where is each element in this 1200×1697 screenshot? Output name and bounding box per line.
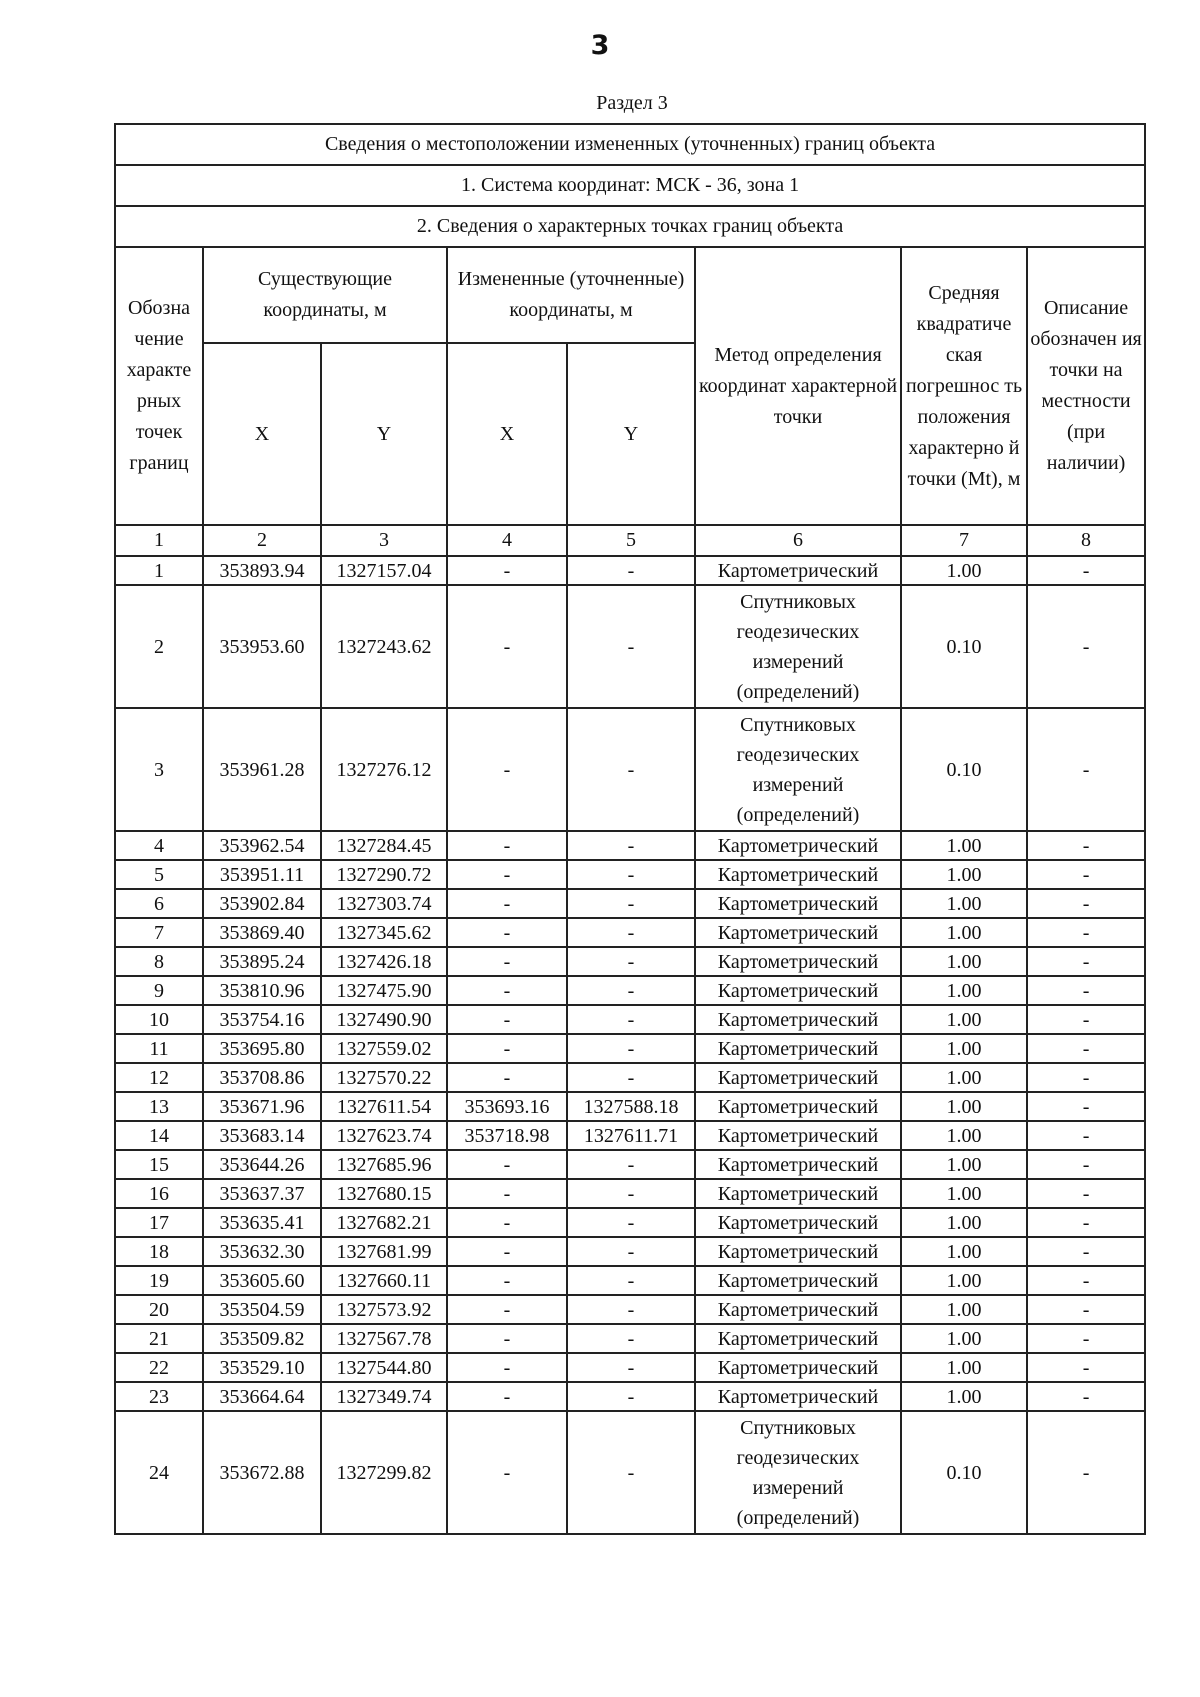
mean-error-cell: 1.00: [901, 1353, 1027, 1382]
method-cell: Картометрический: [695, 1266, 901, 1295]
mean-error-cell: 1.00: [901, 1295, 1027, 1324]
method-cell: Картометрический: [695, 1063, 901, 1092]
column-number: 7: [901, 525, 1027, 556]
existing-x-cell: 353961.28: [203, 708, 321, 831]
method-cell: Картометрический: [695, 1005, 901, 1034]
mean-error-cell: 1.00: [901, 1237, 1027, 1266]
method-cell: Картометрический: [695, 1208, 901, 1237]
table-row: [115, 918, 1145, 947]
changed-y-cell: -: [567, 1295, 695, 1324]
changed-y-cell: -: [567, 1150, 695, 1179]
description-cell: -: [1027, 1063, 1145, 1092]
changed-y-cell: -: [567, 1034, 695, 1063]
method-cell: Картометрический: [695, 556, 901, 585]
point-number-cell: 14: [115, 1121, 203, 1150]
existing-x-cell: 353529.10: [203, 1353, 321, 1382]
existing-y-cell: 1327157.04: [321, 556, 447, 585]
method-cell: Картометрический: [695, 947, 901, 976]
mean-error-cell: 1.00: [901, 918, 1027, 947]
existing-x-cell: 353962.54: [203, 831, 321, 860]
point-number-cell: 10: [115, 1005, 203, 1034]
existing-y-cell: 1327290.72: [321, 860, 447, 889]
existing-y-cell: 1327559.02: [321, 1034, 447, 1063]
mean-error-cell: 1.00: [901, 831, 1027, 860]
mean-error-cell: 1.00: [901, 1034, 1027, 1063]
existing-y-cell: 1327685.96: [321, 1150, 447, 1179]
method-cell: Картометрический: [695, 1121, 901, 1150]
changed-y-cell: -: [567, 1266, 695, 1295]
method-cell: Картометрический: [695, 1324, 901, 1353]
existing-x-cell: 353672.88: [203, 1411, 321, 1534]
mean-error-cell: 1.00: [901, 947, 1027, 976]
changed-y-cell: 1327588.18: [567, 1092, 695, 1121]
existing-y-cell: 1327284.45: [321, 831, 447, 860]
column-number: 5: [567, 525, 695, 556]
existing-y-cell: 1327567.78: [321, 1324, 447, 1353]
column-number: 1: [115, 525, 203, 556]
changed-y-cell: -: [567, 1005, 695, 1034]
method-cell: Картометрический: [695, 860, 901, 889]
points-header: 2. Сведения о характерных точках границ объекта: [115, 206, 1145, 247]
existing-y-cell: 1327660.11: [321, 1266, 447, 1295]
point-number-cell: 12: [115, 1063, 203, 1092]
changed-y-cell: -: [567, 708, 695, 831]
col-existing-x: X: [203, 343, 321, 525]
changed-y-cell: -: [567, 889, 695, 918]
point-number-cell: 20: [115, 1295, 203, 1324]
description-cell: -: [1027, 1092, 1145, 1121]
point-number-cell: 1: [115, 556, 203, 585]
table-row: [115, 831, 1145, 860]
existing-x-cell: 353644.26: [203, 1150, 321, 1179]
changed-x-cell: -: [447, 947, 567, 976]
table-row: [115, 1295, 1145, 1324]
existing-x-cell: 353869.40: [203, 918, 321, 947]
point-number-cell: 19: [115, 1266, 203, 1295]
table-row: [115, 1121, 1145, 1150]
existing-y-cell: 1327611.54: [321, 1092, 447, 1121]
point-number-cell: 9: [115, 976, 203, 1005]
boundary-points-table: [114, 123, 1146, 1535]
existing-x-cell: 353893.94: [203, 556, 321, 585]
existing-x-cell: 353754.16: [203, 1005, 321, 1034]
method-cell: Картометрический: [695, 1353, 901, 1382]
changed-x-cell: -: [447, 889, 567, 918]
description-cell: -: [1027, 918, 1145, 947]
method-cell: Картометрический: [695, 1092, 901, 1121]
col-error-header: Средняя квадратиче ская погрешнос ть положения характерно й точки (Mt), м: [901, 247, 1027, 525]
table-row: [115, 1266, 1145, 1295]
description-cell: -: [1027, 1034, 1145, 1063]
existing-y-cell: 1327243.62: [321, 585, 447, 708]
description-cell: -: [1027, 1150, 1145, 1179]
changed-y-cell: -: [567, 918, 695, 947]
existing-x-cell: 353671.96: [203, 1092, 321, 1121]
col-existing-y: Y: [321, 343, 447, 525]
existing-y-cell: 1327345.62: [321, 918, 447, 947]
table-title: Сведения о местоположении измененных (уточненных) границ объекта: [115, 124, 1145, 165]
changed-x-cell: 353718.98: [447, 1121, 567, 1150]
point-number-cell: 4: [115, 831, 203, 860]
mean-error-cell: 1.00: [901, 1150, 1027, 1179]
mean-error-cell: 1.00: [901, 1179, 1027, 1208]
changed-x-cell: -: [447, 1063, 567, 1092]
existing-x-cell: 353683.14: [203, 1121, 321, 1150]
point-number-cell: 21: [115, 1324, 203, 1353]
page-number: 3: [590, 30, 610, 61]
mean-error-cell: 0.10: [901, 1411, 1027, 1534]
table-row: [115, 1324, 1145, 1353]
point-number-cell: 5: [115, 860, 203, 889]
description-cell: -: [1027, 860, 1145, 889]
description-cell: -: [1027, 556, 1145, 585]
mean-error-cell: 1.00: [901, 889, 1027, 918]
table-row: [115, 1353, 1145, 1382]
table-row: [115, 1092, 1145, 1121]
mean-error-cell: 1.00: [901, 976, 1027, 1005]
table-row: [115, 556, 1145, 585]
changed-y-cell: 1327611.71: [567, 1121, 695, 1150]
method-cell: Картометрический: [695, 1150, 901, 1179]
description-cell: -: [1027, 976, 1145, 1005]
table-row: [115, 1034, 1145, 1063]
description-cell: -: [1027, 1411, 1145, 1534]
changed-x-cell: -: [447, 831, 567, 860]
changed-y-cell: -: [567, 556, 695, 585]
method-cell: Картометрический: [695, 1295, 901, 1324]
point-number-cell: 8: [115, 947, 203, 976]
point-number-cell: 23: [115, 1382, 203, 1411]
col-method-header: Метод определения координат характерной точки: [695, 247, 901, 525]
table-row: [115, 1179, 1145, 1208]
column-number: 2: [203, 525, 321, 556]
method-cell: Спутниковых геодезических измерений (определений): [695, 708, 901, 831]
mean-error-cell: 1.00: [901, 1382, 1027, 1411]
point-number-cell: 2: [115, 585, 203, 708]
mean-error-cell: 1.00: [901, 1324, 1027, 1353]
table-row: [115, 1063, 1145, 1092]
changed-x-cell: -: [447, 1266, 567, 1295]
changed-x-cell: -: [447, 1005, 567, 1034]
table-row: [115, 1411, 1145, 1534]
changed-x-cell: -: [447, 585, 567, 708]
changed-y-cell: -: [567, 1208, 695, 1237]
description-cell: -: [1027, 1121, 1145, 1150]
method-cell: Картометрический: [695, 1179, 901, 1208]
existing-x-cell: 353902.84: [203, 889, 321, 918]
existing-y-cell: 1327682.21: [321, 1208, 447, 1237]
column-number: 8: [1027, 525, 1145, 556]
method-cell: Картометрический: [695, 831, 901, 860]
point-number-cell: 3: [115, 708, 203, 831]
table-row: [115, 947, 1145, 976]
table-row: [115, 1208, 1145, 1237]
changed-y-cell: -: [567, 1411, 695, 1534]
table-row: [115, 889, 1145, 918]
changed-x-cell: -: [447, 556, 567, 585]
point-number-cell: 6: [115, 889, 203, 918]
existing-y-cell: 1327426.18: [321, 947, 447, 976]
changed-x-cell: -: [447, 1353, 567, 1382]
changed-x-cell: -: [447, 1237, 567, 1266]
description-cell: -: [1027, 831, 1145, 860]
point-number-cell: 17: [115, 1208, 203, 1237]
description-cell: -: [1027, 1382, 1145, 1411]
mean-error-cell: 1.00: [901, 556, 1027, 585]
table-row: [115, 585, 1145, 708]
col-changed-x: X: [447, 343, 567, 525]
section-label: Раздел 3: [596, 92, 668, 114]
description-cell: -: [1027, 1179, 1145, 1208]
column-number: 6: [695, 525, 901, 556]
description-cell: -: [1027, 1005, 1145, 1034]
method-cell: Спутниковых геодезических измерений (определений): [695, 1411, 901, 1534]
table-row: [115, 708, 1145, 831]
changed-y-cell: -: [567, 585, 695, 708]
changed-x-cell: -: [447, 1179, 567, 1208]
method-cell: Картометрический: [695, 1034, 901, 1063]
mean-error-cell: 0.10: [901, 708, 1027, 831]
changed-x-cell: -: [447, 860, 567, 889]
changed-y-cell: -: [567, 860, 695, 889]
changed-y-cell: -: [567, 1353, 695, 1382]
existing-x-cell: 353953.60: [203, 585, 321, 708]
mean-error-cell: 1.00: [901, 1266, 1027, 1295]
changed-x-cell: -: [447, 1382, 567, 1411]
description-cell: -: [1027, 708, 1145, 831]
existing-x-cell: 353632.30: [203, 1237, 321, 1266]
existing-x-cell: 353504.59: [203, 1295, 321, 1324]
existing-x-cell: 353637.37: [203, 1179, 321, 1208]
description-cell: -: [1027, 1208, 1145, 1237]
changed-x-cell: -: [447, 1034, 567, 1063]
col-existing-header: Существующие координаты, м: [203, 247, 447, 343]
col-description-header: Описание обозначен ия точки на местности (при наличии): [1027, 247, 1145, 525]
table-row: [115, 860, 1145, 889]
existing-x-cell: 353635.41: [203, 1208, 321, 1237]
existing-y-cell: 1327681.99: [321, 1237, 447, 1266]
description-cell: -: [1027, 585, 1145, 708]
mean-error-cell: 0.10: [901, 585, 1027, 708]
coord-system: 1. Система координат: МСК - 36, зона 1: [115, 165, 1145, 206]
existing-y-cell: 1327303.74: [321, 889, 447, 918]
existing-x-cell: 353810.96: [203, 976, 321, 1005]
changed-x-cell: -: [447, 1150, 567, 1179]
mean-error-cell: 1.00: [901, 1208, 1027, 1237]
point-number-cell: 22: [115, 1353, 203, 1382]
existing-y-cell: 1327490.90: [321, 1005, 447, 1034]
changed-x-cell: 353693.16: [447, 1092, 567, 1121]
method-cell: Спутниковых геодезических измерений (определений): [695, 585, 901, 708]
changed-x-cell: -: [447, 1295, 567, 1324]
existing-y-cell: 1327349.74: [321, 1382, 447, 1411]
description-cell: -: [1027, 1237, 1145, 1266]
point-number-cell: 11: [115, 1034, 203, 1063]
existing-y-cell: 1327544.80: [321, 1353, 447, 1382]
existing-y-cell: 1327299.82: [321, 1411, 447, 1534]
changed-y-cell: -: [567, 1063, 695, 1092]
column-number: 3: [321, 525, 447, 556]
changed-y-cell: -: [567, 1237, 695, 1266]
mean-error-cell: 1.00: [901, 1063, 1027, 1092]
description-cell: -: [1027, 889, 1145, 918]
existing-y-cell: 1327680.15: [321, 1179, 447, 1208]
existing-x-cell: 353708.86: [203, 1063, 321, 1092]
mean-error-cell: 1.00: [901, 1092, 1027, 1121]
existing-x-cell: 353895.24: [203, 947, 321, 976]
existing-x-cell: 353951.11: [203, 860, 321, 889]
mean-error-cell: 1.00: [901, 1005, 1027, 1034]
method-cell: Картометрический: [695, 889, 901, 918]
description-cell: -: [1027, 1295, 1145, 1324]
point-number-cell: 7: [115, 918, 203, 947]
column-number: 4: [447, 525, 567, 556]
mean-error-cell: 1.00: [901, 1121, 1027, 1150]
existing-y-cell: 1327276.12: [321, 708, 447, 831]
table-row: [115, 1237, 1145, 1266]
col-changed-y: Y: [567, 343, 695, 525]
changed-y-cell: -: [567, 831, 695, 860]
changed-y-cell: -: [567, 1179, 695, 1208]
mean-error-cell: 1.00: [901, 860, 1027, 889]
existing-x-cell: 353605.60: [203, 1266, 321, 1295]
changed-x-cell: -: [447, 1411, 567, 1534]
changed-y-cell: -: [567, 976, 695, 1005]
col-designation-header: Обозна чение характе рных точек границ: [115, 247, 203, 525]
col-changed-header: Измененные (уточненные) координаты, м: [447, 247, 695, 343]
changed-y-cell: -: [567, 947, 695, 976]
point-number-cell: 24: [115, 1411, 203, 1534]
existing-x-cell: 353664.64: [203, 1382, 321, 1411]
method-cell: Картометрический: [695, 976, 901, 1005]
existing-x-cell: 353509.82: [203, 1324, 321, 1353]
table-row: [115, 1382, 1145, 1411]
point-number-cell: 13: [115, 1092, 203, 1121]
changed-x-cell: -: [447, 708, 567, 831]
changed-y-cell: -: [567, 1382, 695, 1411]
description-cell: -: [1027, 1324, 1145, 1353]
existing-y-cell: 1327570.22: [321, 1063, 447, 1092]
changed-y-cell: -: [567, 1324, 695, 1353]
method-cell: Картометрический: [695, 1382, 901, 1411]
point-number-cell: 16: [115, 1179, 203, 1208]
existing-x-cell: 353695.80: [203, 1034, 321, 1063]
existing-y-cell: 1327573.92: [321, 1295, 447, 1324]
description-cell: -: [1027, 1266, 1145, 1295]
changed-x-cell: -: [447, 976, 567, 1005]
method-cell: Картометрический: [695, 1237, 901, 1266]
existing-y-cell: 1327475.90: [321, 976, 447, 1005]
method-cell: Картометрический: [695, 918, 901, 947]
table-row: [115, 1150, 1145, 1179]
point-number-cell: 18: [115, 1237, 203, 1266]
description-cell: -: [1027, 1353, 1145, 1382]
table-row: [115, 976, 1145, 1005]
column-numbers-row: [115, 525, 1145, 556]
changed-x-cell: -: [447, 918, 567, 947]
changed-x-cell: -: [447, 1208, 567, 1237]
point-number-cell: 15: [115, 1150, 203, 1179]
changed-x-cell: -: [447, 1324, 567, 1353]
existing-y-cell: 1327623.74: [321, 1121, 447, 1150]
description-cell: -: [1027, 947, 1145, 976]
table-row: [115, 1005, 1145, 1034]
